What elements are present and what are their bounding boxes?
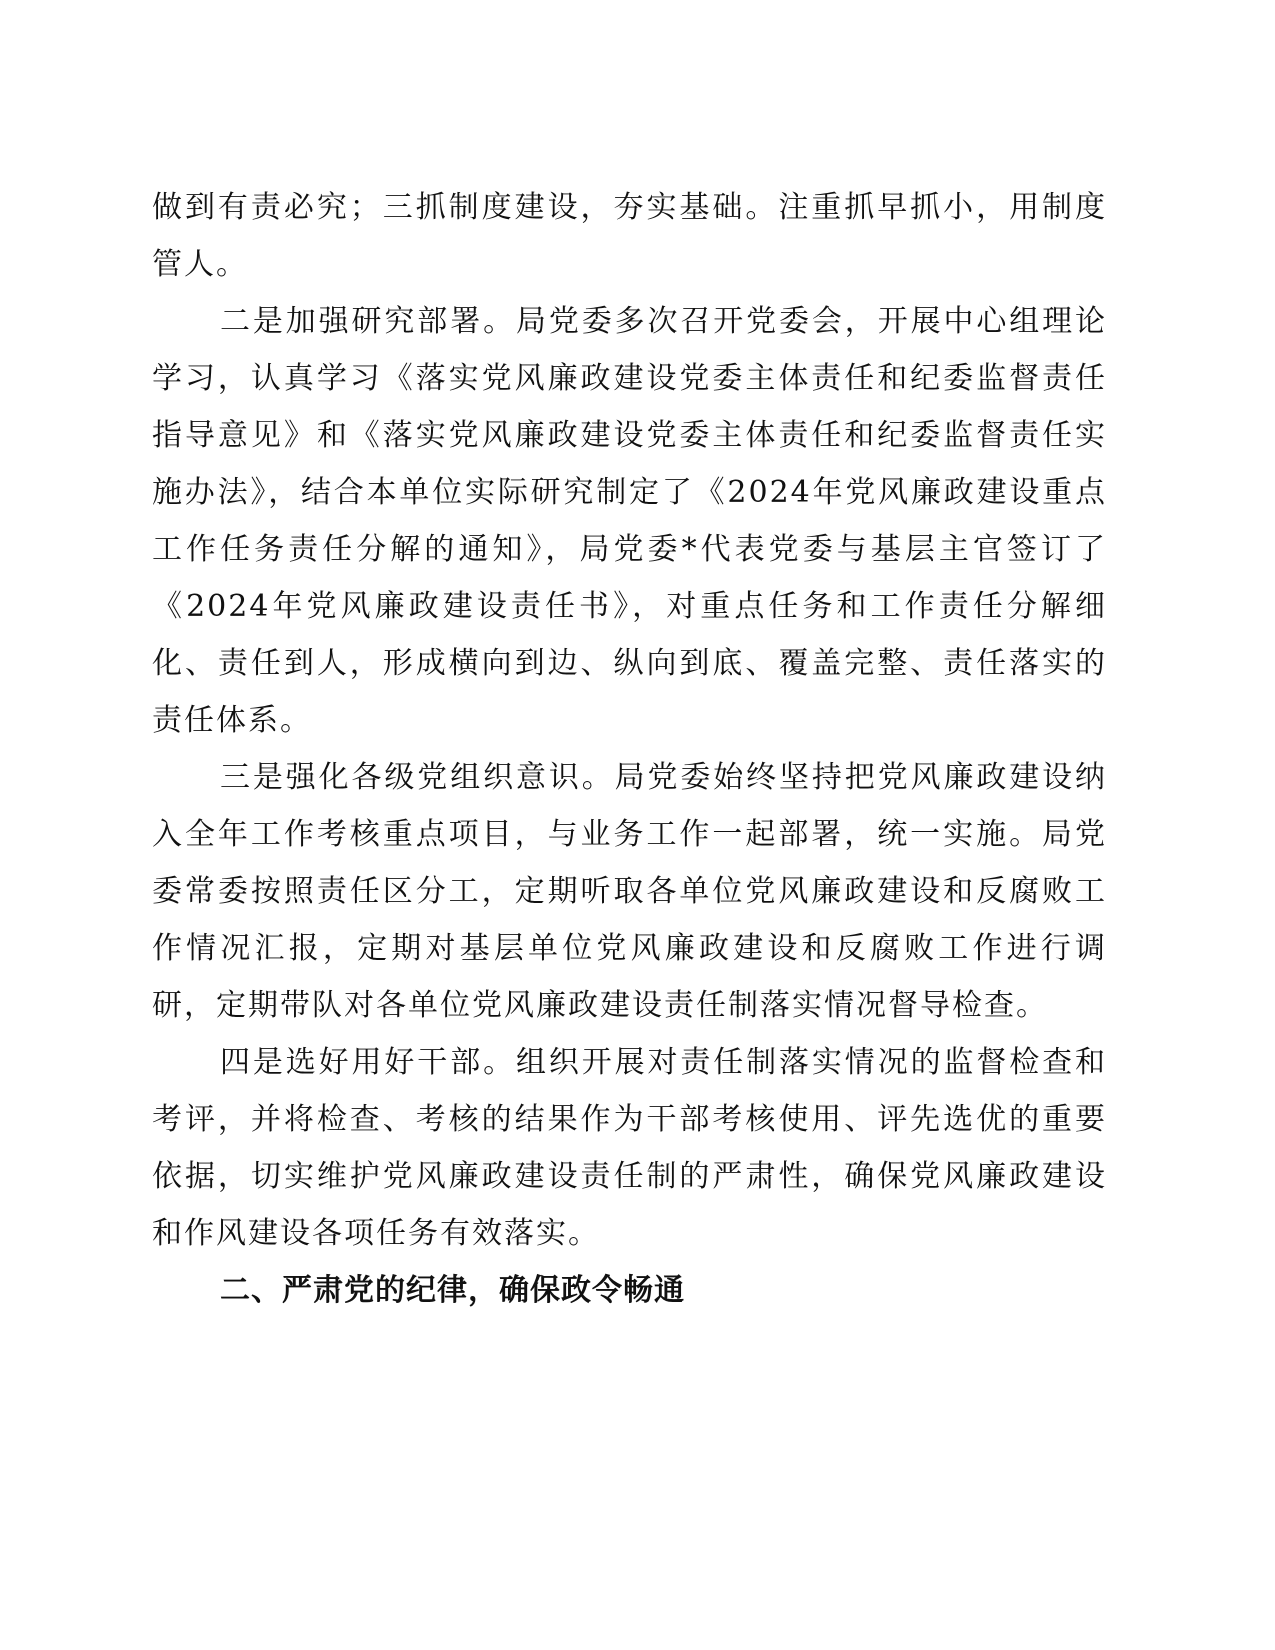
paragraph-continuation: 做到有责必究；三抓制度建设，夯实基础。注重抓早抓小，用制度管人。 (152, 190, 1107, 282)
paragraph-research-deployment: 二是加强研究部署。局党委多次召开党委会，开展中心组理论学习，认真学习《落实党风廉政建设党委主体责任和纪委监督责任指导意见》和《落实党风廉政建设党委主体责任和纪委监督责任实施办法》，结合本单位实际研究制定了《2024年党风廉政建设重点工作任务责任分解的通知》，局党委*代表党委与基层主官签订了《2024年党风廉政建设责任书》，对重点任务和工作责任分解细化、责任到人，形成横向到边、纵向到底、覆盖完整、责任落实的责任体系。 (152, 304, 1107, 738)
paragraph-party-awareness: 三是强化各级党组织意识。局党委始终坚持把党风廉政建设纳入全年工作考核重点项目，与业务工作一起部署，统一实施。局党委常委按照责任区分工，定期听取各单位党风廉政建设和反腐败工作情况汇报，定期对基层单位党风廉政建设和反腐败工作进行调研，定期带队对各单位党风廉政建设责任制落实情况督导检查。 (152, 760, 1107, 1023)
section-heading: 二、严肃党的纪律，确保政令畅通 (220, 1273, 685, 1308)
document-body (152, 179, 1107, 1319)
paragraph-cadre-selection: 四是选好用好干部。组织开展对责任制落实情况的监督检查和考评，并将检查、考核的结果作为干部考核使用、评先选优的重要依据，切实维护党风廉政建设责任制的严肃性，确保党风廉政建设和作风建设各项任务有效落实。 (152, 1045, 1107, 1251)
